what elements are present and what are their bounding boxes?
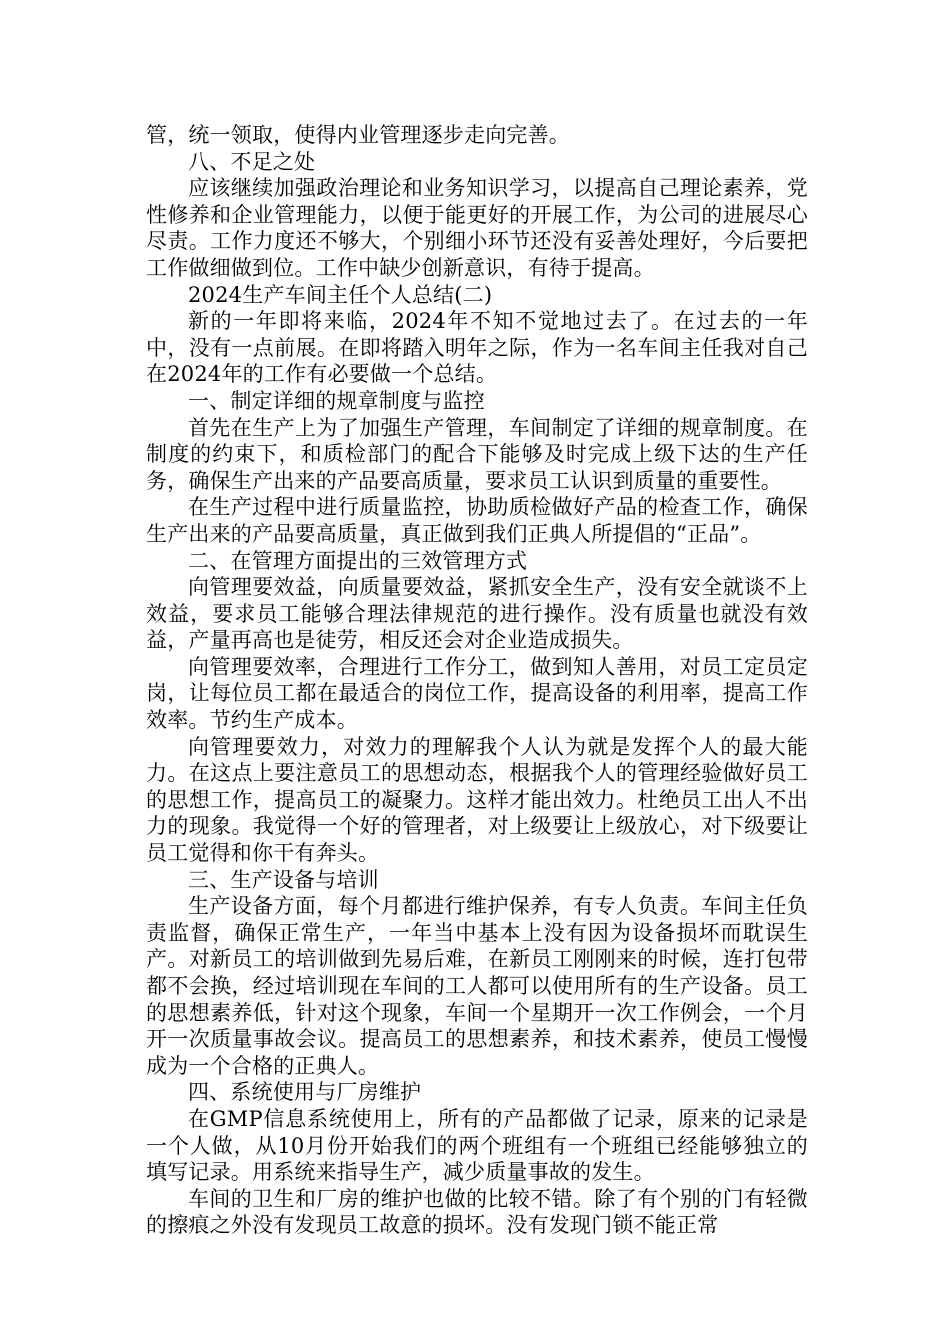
paragraph: 应该继续加强政治理论和业务知识学习，以提高自己理论素养，党性修养和企业管理能力，以便于能更好的开展工作，为公司的进展尽心尽责。工作力度还不够大，个别细小环节还没有妥善处理好，今后要把工作做细做到位。工作中缺少创新意识，有待于提高。 bbox=[146, 176, 808, 280]
section-heading-equipment-training: 三、生产设备与培训 bbox=[188, 867, 379, 892]
document-body bbox=[146, 122, 808, 1239]
section-heading-system-maintenance: 四、系统使用与厂房维护 bbox=[188, 1080, 422, 1105]
section-heading-shortcomings: 八、不足之处 bbox=[188, 149, 316, 174]
paragraph: 向管理要效力，对效力的理解我个人认为就是发挥个人的最大能力。在这点上要注意员工的思想动态，根据我个人的管理经验做好员工的思想工作，提高员工的凝聚力。这样才能出效力。杜绝员工出人不出力的现象。我觉得一个好的管理者，对上级要让上级放心，对下级要让员工觉得和你干有奔头。 bbox=[146, 734, 808, 866]
section-heading-rules-monitoring: 一、制定详细的规章制度与监控 bbox=[188, 388, 485, 413]
paragraph: 新的一年即将来临，2024年不知不觉地过去了。在过去的一年中，没有一点前展。在即将踏入明年之际，作为一名车间主任我对自己在2024年的工作有必要做一个总结。 bbox=[146, 309, 808, 387]
paragraph: 生产设备方面，每个月都进行维护保养，有专人负责。车间主任负责监督，确保正常生产，一年当中基本上没有因为设备损坏而耽误生产。对新员工的培训做到先易后难，在新员工刚刚来的时候，连打包带都不会换，经过培训现在车间的工人都可以使用所有的生产设备。员工的思想素养低，针对这个现象，车间一个星期开一次工作例会，一个月开一次质量事故会议。提高员工的思想素养，和技术素养，使员工慢慢成为一个合格的正典人。 bbox=[146, 894, 808, 1078]
paragraph: 在生产过程中进行质量监控，协助质检做好产品的检查工作，确保生产出来的产品要高质量，真正做到我们正典人所提倡的“正品”。 bbox=[146, 495, 808, 546]
paragraph: 向管理要效益，向质量要效益，紧抓安全生产，没有安全就谈不上效益，要求员工能够合理法律规范的进行操作。没有质量也就没有效益，产量再高也是徒劳，相反还会对企业造成损失。 bbox=[146, 575, 808, 653]
paragraph: 在GMP信息系统使用上，所有的产品都做了记录，原来的记录是一个人做，从10月份开始我们的两个班组有一个班组已经能够独立的填写记录。用系统来指导生产，减少质量事故的发生。 bbox=[146, 1106, 808, 1185]
paragraph-continuation: 管，统一领取，使得内业管理逐步走向完善。 bbox=[146, 123, 570, 147]
paragraph: 首先在生产上为了加强生产管理，车间制定了详细的规章制度。在制度的约束下，和质检部门的配合下能够及时完成上级下达的生产任务，确保生产出来的产品要高质量，要求员工认识到质量的重要性。 bbox=[146, 415, 808, 493]
document-title-part-two: 2024生产车间主任个人总结(二) bbox=[188, 282, 493, 307]
paragraph: 向管理要效率，合理进行工作分工，做到知人善用，对员工定员定岗，让每位员工都在最适合的岗位工作，提高设备的利用率，提高工作效率。节约生产成本。 bbox=[146, 654, 808, 733]
section-heading-management: 二、在管理方面提出的三效管理方式 bbox=[188, 548, 528, 573]
paragraph: 车间的卫生和厂房的维护也做的比较不错。除了有个别的门有轻微的擦痕之外没有发现员工故意的损坏。没有发现门锁不能正常 bbox=[146, 1186, 808, 1238]
